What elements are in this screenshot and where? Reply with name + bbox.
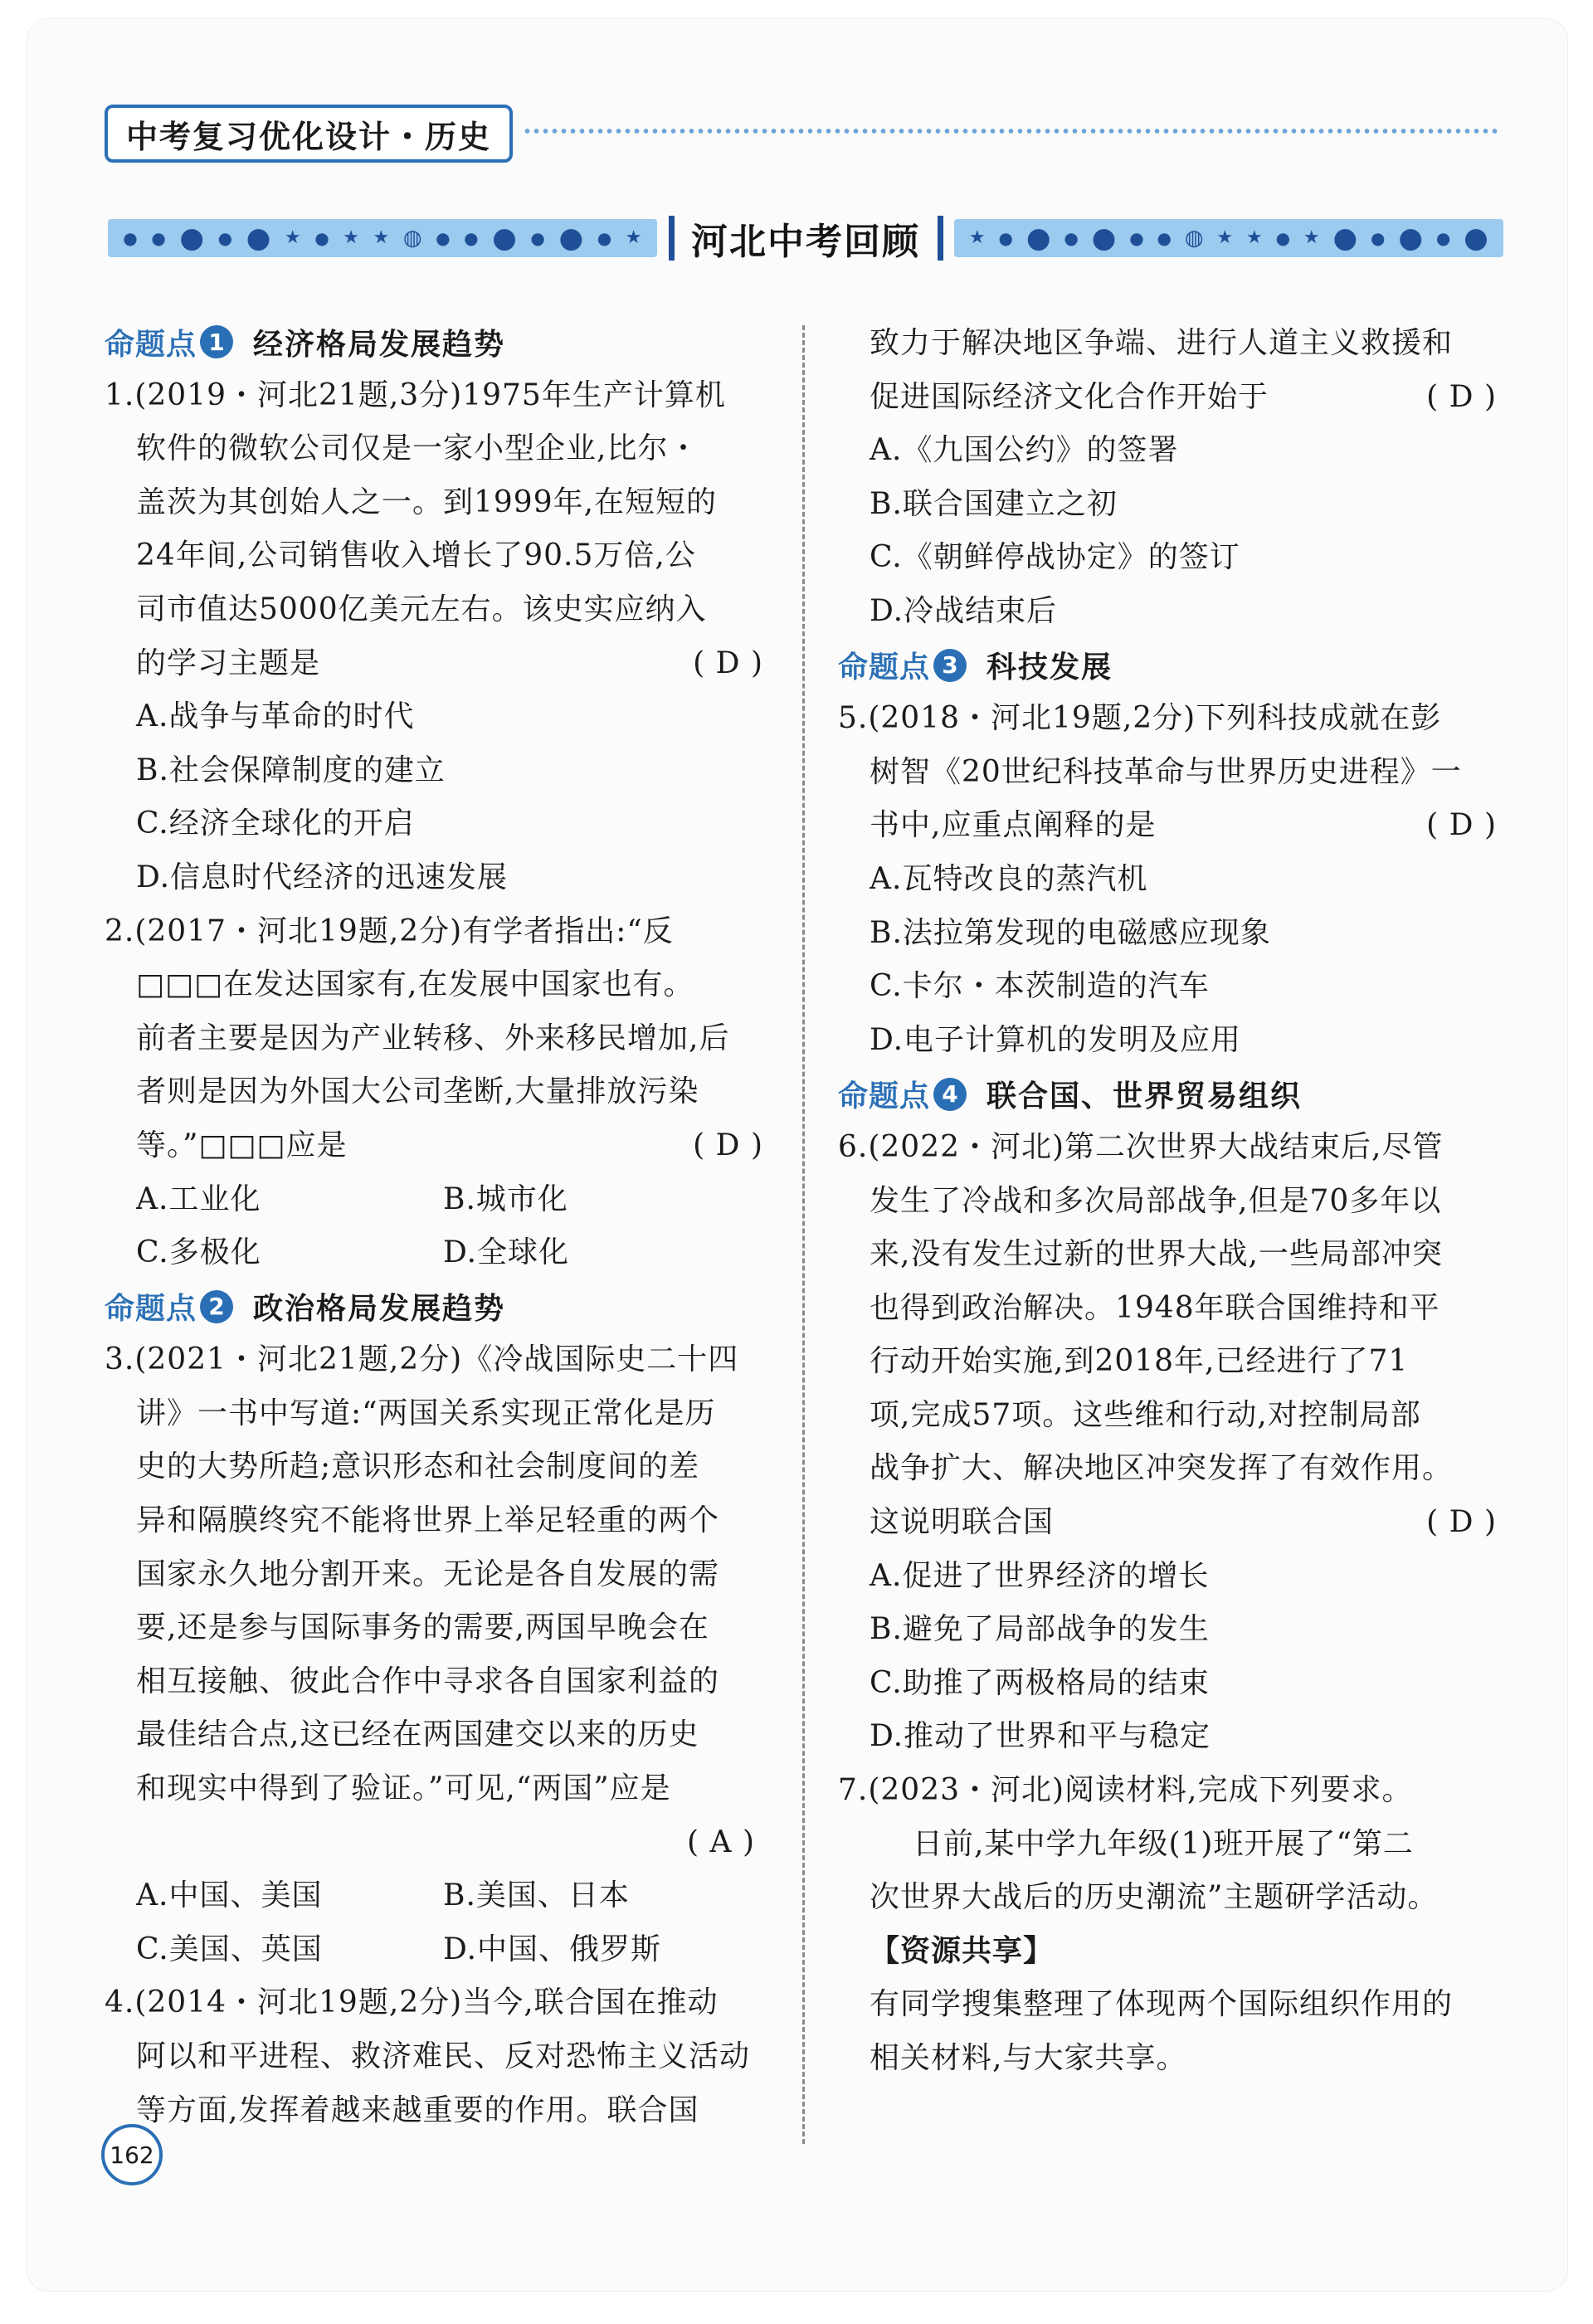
option: B.联合国建立之初: [870, 486, 1118, 521]
option: C.经济全球化的开启: [136, 806, 415, 841]
resource-text: 相关材料,与大家共享。: [870, 2041, 1187, 2075]
star-icon: ★: [968, 227, 986, 248]
question-line: 1.(2019・河北21题,3分)1975年生产计算机: [105, 378, 726, 412]
dot-icon: ●: [217, 228, 233, 248]
question-line: 3.(2021・河北21题,2分)《冷战国际史二十四: [105, 1342, 739, 1377]
topic-number-badge: 4: [933, 1078, 967, 1111]
option: A.瓦特改良的蒸汽机: [870, 861, 1148, 896]
question-line: 等方面,发挥着越来越重要的作用。联合国: [136, 2093, 699, 2127]
option: B.社会保障制度的建立: [136, 753, 446, 787]
dot-icon: ●: [246, 222, 271, 255]
option: D.全球化: [443, 1235, 570, 1270]
answer-key: ( D ): [1426, 1505, 1497, 1540]
dot-icon: ●: [492, 222, 517, 255]
question-line: 树智《20世纪科技革命与世界历史进程》一: [870, 754, 1462, 789]
banner-title: 河北中考回顾: [691, 221, 920, 263]
option: B.避免了局部战争的发生: [870, 1612, 1210, 1647]
question-line: 最佳结合点,这已经在两国建交以来的历史: [136, 1717, 699, 1752]
question-1: [105, 369, 772, 905]
question-line: 盖茨为其创始人之一。到1999年,在短短的: [136, 485, 718, 519]
dot-icon: ●: [1129, 228, 1144, 248]
option: B.美国、日本: [443, 1878, 630, 1913]
option: C.多极化: [136, 1235, 261, 1270]
question-line: 书中,应重点阐释的是: [870, 808, 1157, 843]
page-number-badge: [101, 2124, 163, 2185]
dot-icon: ●: [436, 228, 451, 248]
question-line: 行动开始实施,到2018年,已经进行了71: [870, 1344, 1409, 1379]
question-line: 史的大势所趋;意识形态和社会制度间的差: [136, 1449, 700, 1484]
question-4-continued: [838, 317, 1505, 639]
option: D.信息时代经济的迅速发展: [136, 860, 509, 894]
option: C.卡尔・本茨制造的汽车: [870, 969, 1210, 1004]
dot-icon: ●: [1332, 222, 1358, 255]
question-line: 的学习主题是: [136, 646, 321, 680]
answer-key: ( D ): [693, 1128, 763, 1162]
question-line: 国家永久地分割开来。无论是各自发展的需: [136, 1557, 720, 1591]
dot-icon: ●: [1464, 222, 1488, 255]
option: C.助推了两极格局的结束: [870, 1665, 1210, 1700]
option: D.冷战结束后: [870, 593, 1058, 628]
right-column: [838, 317, 1505, 2086]
topic-heading-3: 命题点 3 科技发展: [838, 639, 1505, 693]
left-column: [105, 315, 772, 2137]
question-line: 异和隔膜终究不能将世界上举足轻重的两个: [136, 1503, 720, 1538]
dot-icon: ●: [558, 222, 584, 255]
question-2: [105, 905, 772, 1280]
dot-icon: ●: [1157, 228, 1172, 248]
option: A.中国、美国: [136, 1878, 323, 1913]
question-3: [105, 1333, 772, 1976]
star-icon: ★: [1303, 227, 1320, 248]
question-line: 相互接触、彼此合作中寻求各自国家利益的: [136, 1664, 720, 1698]
banner-bar-left: [669, 216, 675, 261]
topic-heading-4: 命题点 4 联合国、世界贸易组织: [838, 1067, 1505, 1121]
option: A.工业化: [136, 1181, 261, 1216]
dot-icon: ●: [1371, 228, 1386, 248]
answer-key: ( D ): [1426, 379, 1497, 414]
banner-decoration-left: [108, 219, 657, 257]
dot-icon: ●: [1025, 222, 1051, 255]
dot-icon: ●: [1435, 228, 1451, 248]
topic-number-badge: 3: [933, 649, 967, 682]
material-paragraph: 日前,某中学九年级(1)班开展了“第二: [913, 1826, 1414, 1861]
star-icon: ★: [284, 227, 301, 248]
question-line: 讲》一书中写道:“两国关系实现正常化是历: [136, 1396, 716, 1430]
question-line: 和现实中得到了验证。”可见,“两国”应是: [136, 1771, 671, 1806]
dot-icon: ●: [123, 228, 138, 248]
question-line: 4.(2014・河北19题,2分)当今,联合国在推动: [105, 1985, 719, 2020]
dot-icon: ●: [1091, 222, 1117, 255]
question-7: [838, 1764, 1505, 2086]
question-line: 发生了冷战和多次局部战争,但是70多年以: [870, 1183, 1442, 1218]
globe-icon: ◍: [1184, 226, 1204, 251]
question-line: 来,没有发生过新的世界大战,一些局部冲突: [870, 1237, 1443, 1272]
resource-text: 有同学搜集整理了体现两个国际组织作用的: [870, 1987, 1454, 2022]
option: C.《朝鲜停战协定》的签订: [870, 540, 1240, 575]
material-paragraph: 次世界大战后的历史潮流”主题研学活动。: [870, 1880, 1439, 1915]
option: D.推动了世界和平与稳定: [870, 1719, 1211, 1754]
option: A.战争与革命的时代: [136, 699, 415, 734]
question-line: 要,还是参与国际事务的需要,两国早晚会在: [136, 1610, 709, 1645]
question-6: [838, 1121, 1505, 1764]
star-icon: ★: [625, 227, 642, 248]
option: A.促进了世界经济的增长: [870, 1558, 1210, 1593]
dot-icon: ●: [314, 228, 329, 248]
page-number: 162: [110, 2141, 154, 2169]
option: D.中国、俄罗斯: [443, 1932, 662, 1966]
question-line: 致力于解决地区争端、进行人道主义救援和: [870, 326, 1454, 360]
resource-heading: 【资源共享】: [870, 1933, 1055, 1968]
topic-number-badge: 1: [200, 325, 233, 358]
question-line: 软件的微软公司仅是一家小型企业,比尔・: [136, 431, 699, 466]
question-5: [838, 692, 1505, 1067]
column-divider: [802, 325, 805, 2144]
star-icon: ★: [343, 227, 359, 248]
answer-key: ( D ): [693, 646, 763, 680]
question-line: 阿以和平进程、救济难民、反对恐怖主义活动: [136, 2039, 751, 2073]
question-line: 6.(2022・河北)第二次世界大战结束后,尽管: [838, 1129, 1444, 1164]
question-line: 7.(2023・河北)阅读材料,完成下列要求。: [838, 1773, 1413, 1808]
section-banner: [108, 212, 1503, 264]
dot-icon: ●: [1275, 228, 1291, 248]
option: B.法拉第发现的电磁感应现象: [870, 915, 1271, 950]
question-line: 前者主要是因为产业转移、外来移民增加,后: [136, 1021, 730, 1055]
question-line: 战争扩大、解决地区冲突发挥了有效作用。: [870, 1451, 1454, 1486]
question-4: [105, 1976, 772, 2137]
dot-icon: ●: [530, 228, 545, 248]
question-line: 这说明联合国: [870, 1505, 1055, 1540]
question-line: 项,完成57项。这些维和行动,对控制局部: [870, 1397, 1421, 1432]
question-line: 也得到政治解决。1948年联合国维持和平: [870, 1290, 1440, 1325]
option: B.城市化: [443, 1181, 568, 1216]
dot-icon: ●: [597, 228, 612, 248]
question-line: 司市值达5000亿美元左右。该史实应纳入: [136, 592, 707, 626]
question-line: 5.(2018・河北19题,2分)下列科技成就在彭: [838, 701, 1442, 736]
option: D.电子计算机的发明及应用: [870, 1022, 1242, 1057]
option: C.美国、英国: [136, 1932, 323, 1966]
topic-heading-1: 命题点 1 经济格局发展趋势: [105, 315, 772, 369]
dot-icon: ●: [179, 222, 205, 255]
book-title-tab: [105, 105, 513, 163]
banner-decoration-right: [954, 219, 1503, 257]
star-icon: ★: [1216, 227, 1234, 248]
globe-icon: ◍: [402, 226, 422, 251]
question-line: 促进国际经济文化合作开始于: [870, 379, 1269, 414]
header-dotted-rule: [523, 128, 1502, 134]
topic-number-badge: 2: [200, 1290, 233, 1323]
question-line: 者则是因为外国大公司垄断,大量排放污染: [136, 1074, 699, 1109]
question-line: □□□在发达国家有,在发展中国家也有。: [136, 967, 694, 1002]
star-icon: ★: [1245, 227, 1263, 248]
dot-icon: ●: [998, 228, 1013, 248]
star-icon: ★: [373, 227, 390, 248]
question-line: 等。”□□□应是: [136, 1128, 348, 1162]
answer-key: ( A ): [687, 1825, 755, 1859]
banner-bar-right: [938, 216, 943, 261]
dot-icon: ●: [464, 228, 479, 248]
book-title: 中考复习优化设计・历史: [126, 118, 492, 155]
dot-icon: ●: [151, 228, 166, 248]
dot-icon: ●: [1064, 228, 1079, 248]
option: A.《九国公约》的签署: [870, 433, 1179, 468]
dot-icon: ●: [1398, 222, 1423, 255]
question-line: 24年间,公司销售收入增长了90.5万倍,公: [136, 538, 696, 573]
question-line: 2.(2017・河北19题,2分)有学者指出:“反: [105, 914, 674, 948]
topic-heading-2: 命题点 2 政治格局发展趋势: [105, 1280, 772, 1334]
answer-key: ( D ): [1426, 808, 1497, 843]
